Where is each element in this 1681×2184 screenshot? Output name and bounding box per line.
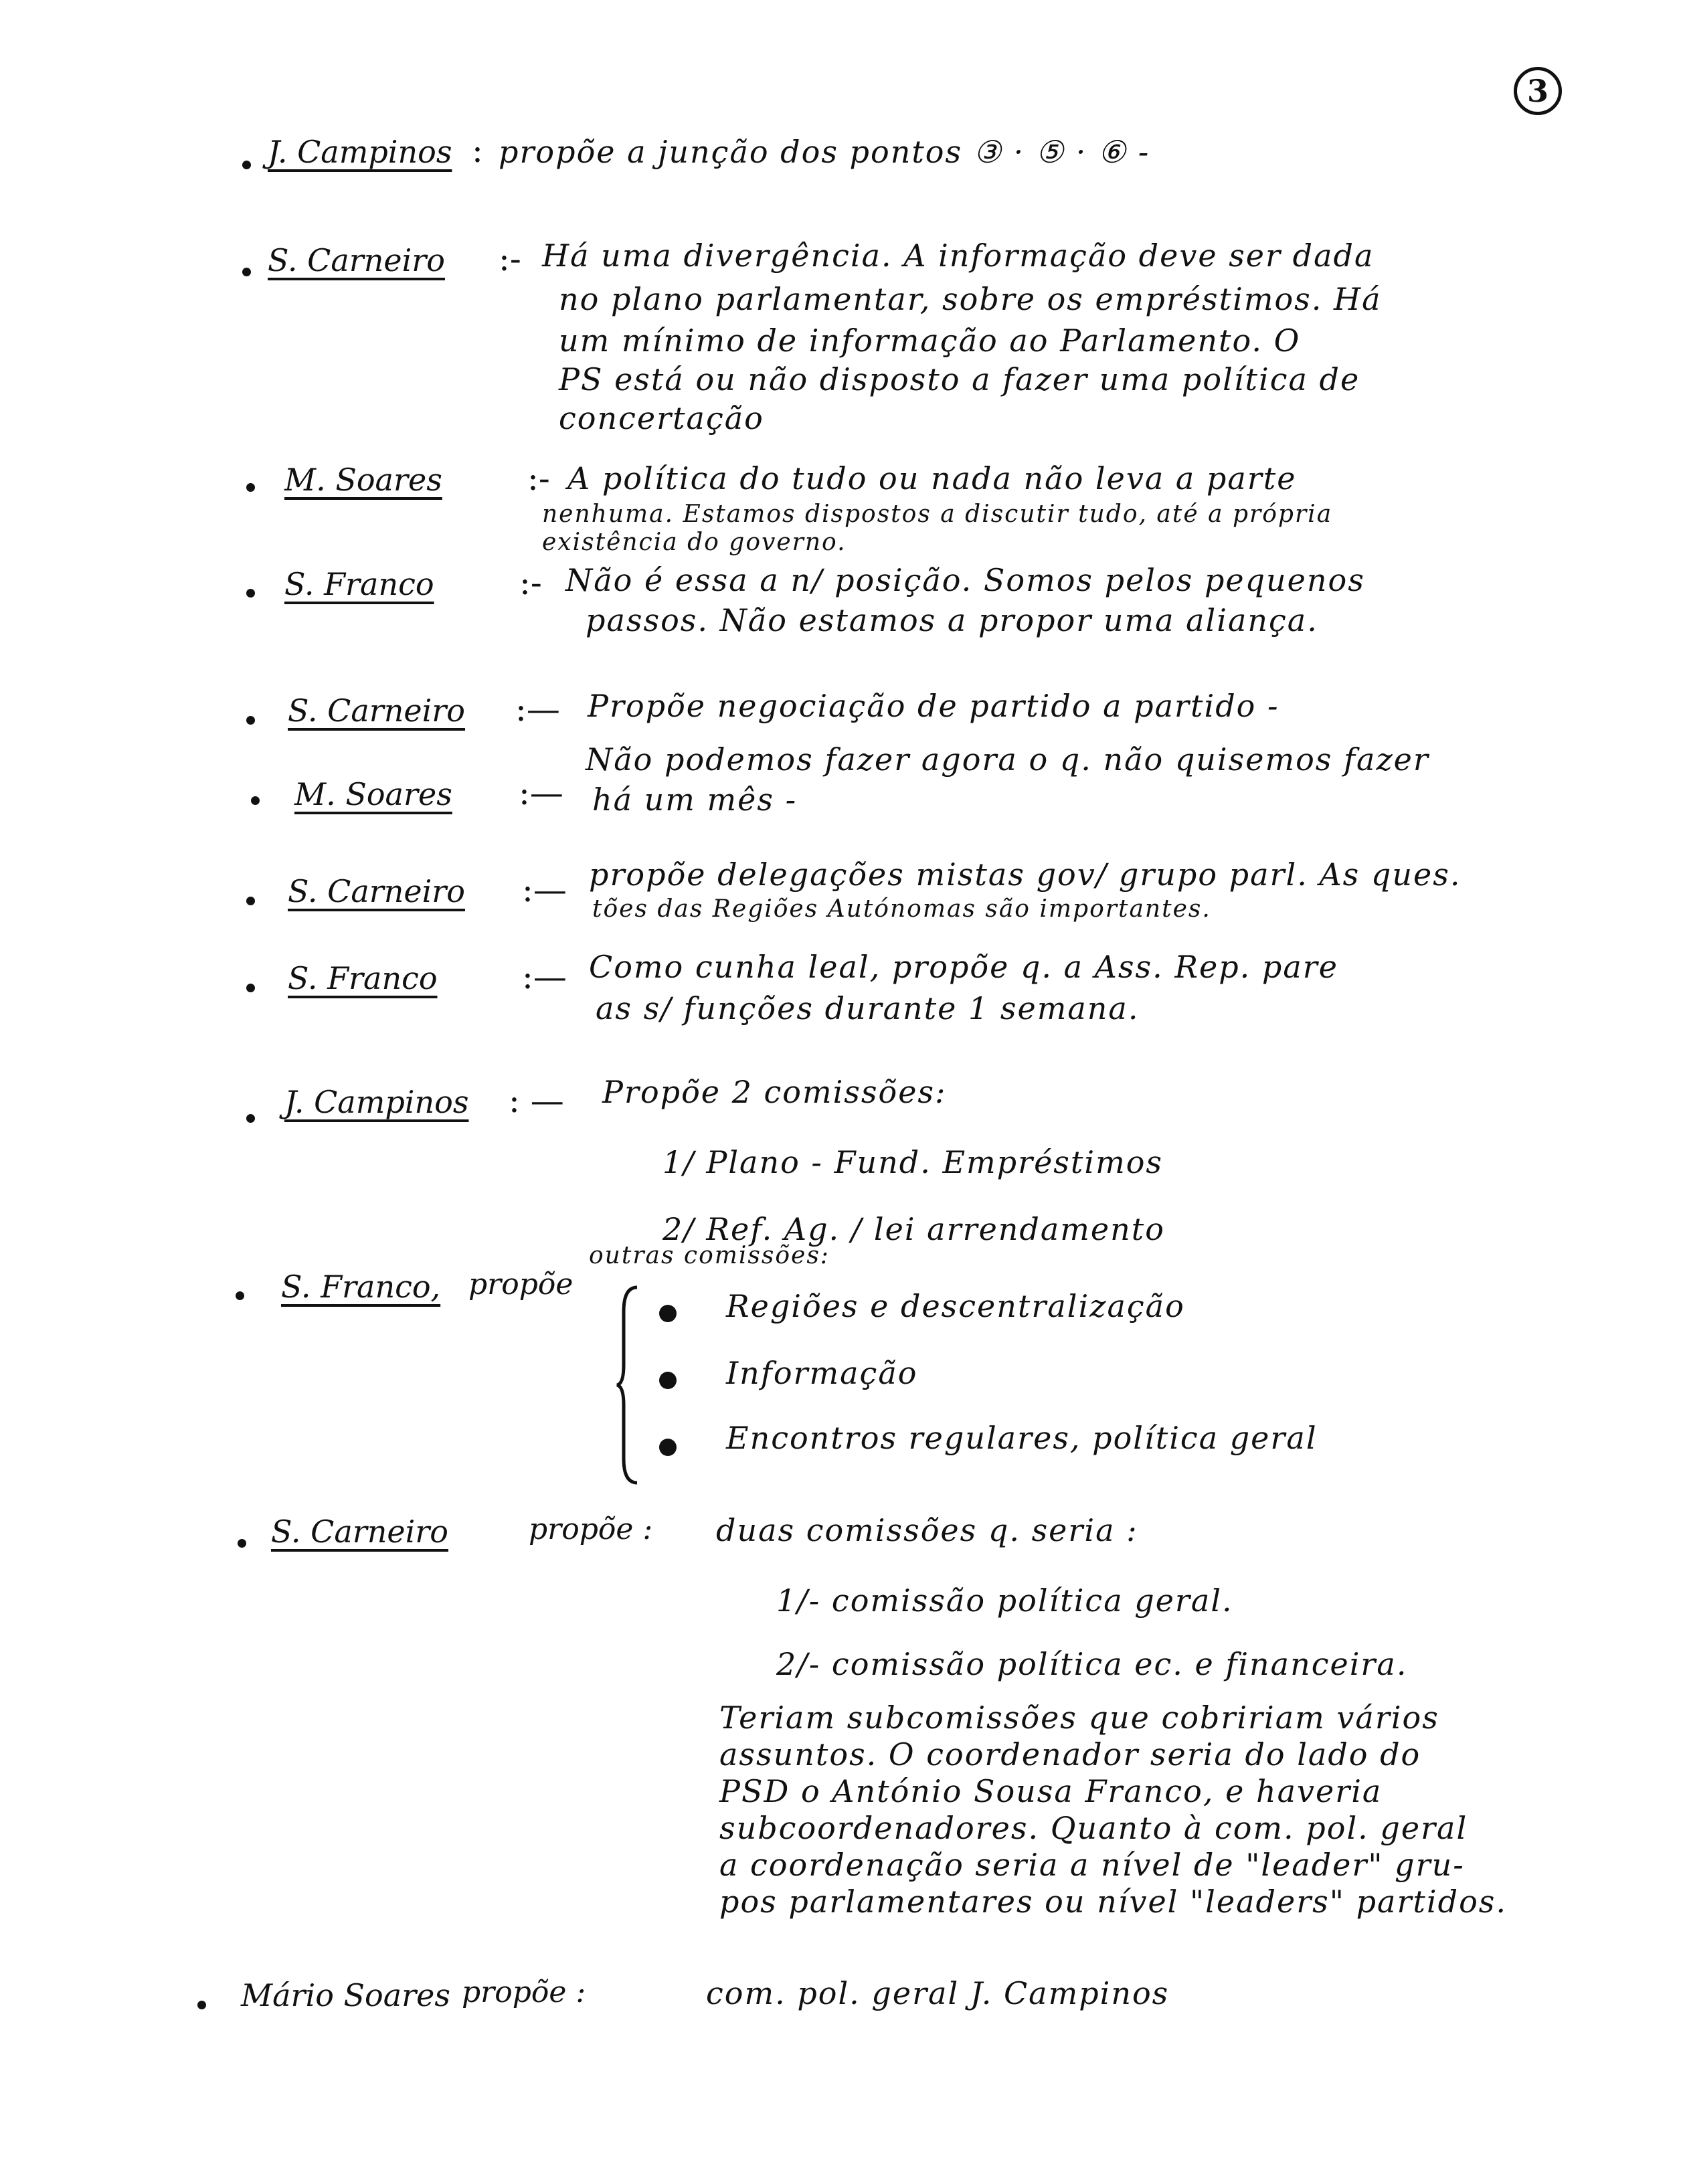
note-line: a coordenação seria a nível de "leader" gru-: [719, 1847, 1465, 1883]
bullet-icon: [238, 1539, 246, 1548]
speaker-separator: :-: [527, 459, 550, 498]
speaker-name: J. Campinos: [268, 134, 452, 170]
bullet-icon: [236, 1291, 244, 1300]
note-line: assuntos. O coordenador seria do lado do: [719, 1736, 1421, 1772]
note-line: 2/ Ref. Ag. / lei arrendamento: [662, 1211, 1165, 1247]
note-line: Propõe 2 comissões:: [602, 1074, 947, 1110]
note-line: Não é essa a n/ posição. Somos pelos pequenos: [565, 562, 1365, 598]
note-line: no plano parlamentar, sobre os empréstimos. Há: [559, 281, 1382, 317]
note-line: concertação: [559, 400, 764, 436]
caret-note: outras comissões:: [589, 1242, 830, 1269]
note-line: há um mês -: [592, 782, 798, 818]
speaker-name: S. Carneiro: [288, 693, 465, 729]
note-line: as s/ funções durante 1 semana.: [596, 990, 1140, 1026]
note-line: um mínimo de informação ao Parlamento. O: [559, 323, 1301, 359]
speaker-separator: : —: [509, 1081, 564, 1120]
list-bullet-icon: [659, 1439, 677, 1456]
list-bullet-icon: [659, 1305, 677, 1322]
note-line: passos. Não estamos a propor uma aliança.: [586, 602, 1318, 638]
bullet-icon: [246, 716, 255, 725]
speaker-name: S. Carneiro: [288, 873, 465, 909]
note-line: nenhuma. Estamos dispostos a discutir tudo, até a própria: [542, 500, 1333, 528]
note-line: A política do tudo ou nada não leva a parte: [567, 460, 1297, 496]
note-line: PSD o António Sousa Franco, e haveria: [719, 1773, 1383, 1809]
note-line: propõe a junção dos pontos ③ · ⑤ · ⑥ -: [499, 134, 1150, 170]
note-line: 1/- comissão política geral.: [776, 1582, 1233, 1619]
speaker-name: S. Franco: [288, 960, 438, 996]
note-line: Há uma divergência. A informação deve ser dada: [542, 238, 1375, 274]
curly-brace-icon: [614, 1285, 641, 1485]
bullet-icon: [246, 483, 255, 492]
speaker-name: Mário Soares: [241, 1977, 450, 2013]
speaker-name: M. Soares: [294, 776, 452, 812]
note-line: 1/ Plano - Fund. Empréstimos: [662, 1144, 1164, 1180]
note-line: subcoordenadores. Quanto à com. pol. geral: [719, 1810, 1468, 1846]
speaker-name: S. Carneiro: [271, 1514, 448, 1550]
speaker-name: S. Franco: [284, 566, 434, 602]
page-number: 3: [1514, 67, 1562, 115]
note-line: pos parlamentares ou nível "leaders" partidos.: [719, 1884, 1507, 1920]
speaker-separator: propõe :: [462, 1975, 586, 2009]
list-item: Regiões e descentralização: [726, 1288, 1185, 1324]
list-item: Encontros regulares, política geral: [726, 1420, 1318, 1456]
note-line: Teriam subcomissões que cobririam vários: [719, 1700, 1439, 1736]
bullet-icon: [197, 2001, 206, 2009]
note-line: existência do governo.: [542, 529, 847, 556]
speaker-separator: :—: [522, 871, 567, 909]
speaker-separator: :-: [499, 240, 521, 278]
list-item: Informação: [726, 1355, 918, 1391]
note-line: Como cunha leal, propõe q. a Ass. Rep. pare: [589, 949, 1338, 985]
speaker-separator: :—: [522, 958, 567, 996]
note-line: propõe delegações mistas gov/ grupo parl. As ques.: [589, 856, 1462, 893]
speaker-separator: propõe: [468, 1267, 573, 1301]
speaker-separator: propõe :: [529, 1512, 653, 1546]
bullet-icon: [251, 796, 260, 805]
bullet-icon: [246, 589, 255, 598]
list-bullet-icon: [659, 1372, 677, 1389]
bullet-icon: [246, 1114, 255, 1123]
speaker-separator: :—: [519, 774, 563, 812]
bullet-icon: [246, 984, 255, 992]
bullet-icon: [246, 897, 255, 905]
speaker-name: S. Carneiro: [268, 242, 445, 278]
note-line: duas comissões q. seria :: [716, 1512, 1138, 1548]
bullet-icon: [242, 161, 251, 169]
speaker-name: S. Franco,: [281, 1269, 441, 1305]
speaker-name: J. Campinos: [284, 1084, 469, 1120]
note-line: Não podemos fazer agora o q. não quisemos fazer: [586, 741, 1429, 778]
note-line: com. pol. geral J. Campinos: [706, 1975, 1170, 2011]
speaker-separator: :: [472, 131, 483, 170]
speaker-name: M. Soares: [284, 462, 442, 498]
note-line: 2/- comissão política ec. e financeira.: [776, 1646, 1408, 1682]
note-line: tões das Regiões Autónomas são importantes.: [592, 895, 1211, 923]
bullet-icon: [242, 268, 251, 276]
speaker-separator: :-: [519, 563, 542, 602]
note-line: Propõe negociação de partido a partido -: [588, 688, 1279, 724]
note-line: PS está ou não disposto a fazer uma política de: [559, 361, 1360, 397]
speaker-separator: :—: [515, 690, 560, 729]
